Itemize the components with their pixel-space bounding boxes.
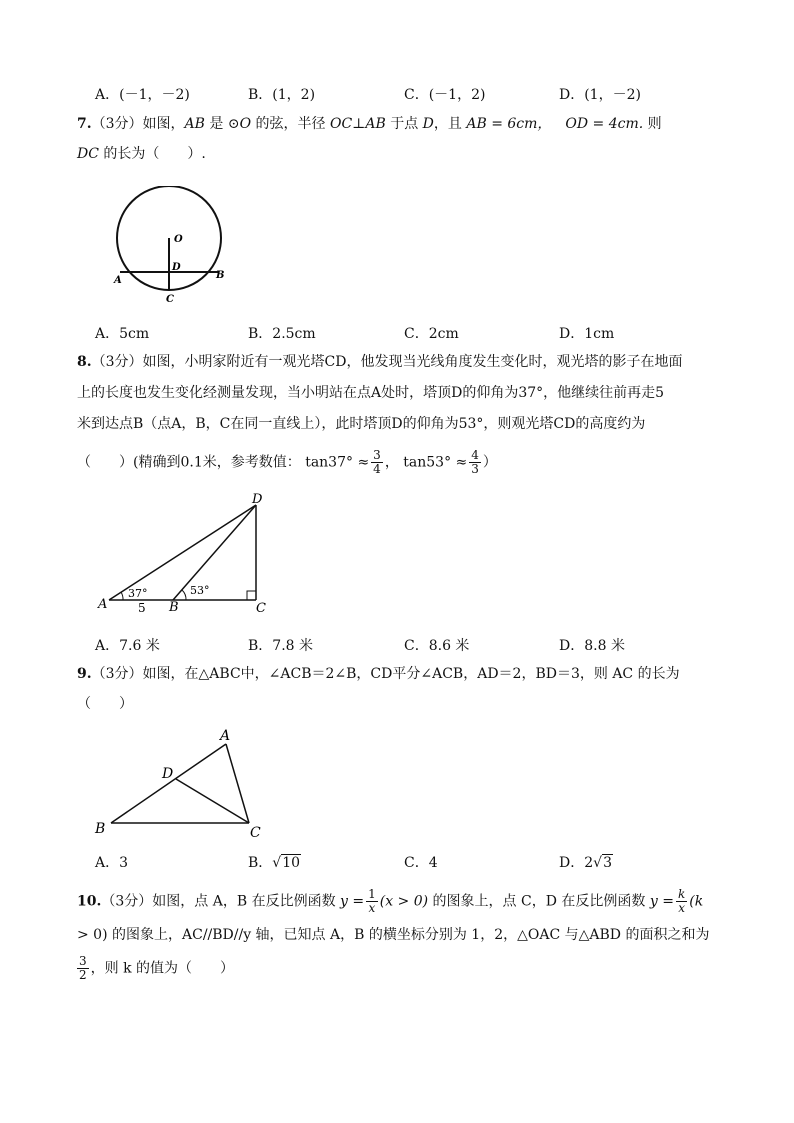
label-d: D [162, 766, 174, 782]
q8-frac-4-3: $\frac{4}{3}$ [471, 448, 479, 476]
q7-t1: AB [184, 116, 205, 132]
q10-stem-line2: > 0) 的图象上，AC//BD//y 轴，已知点 A，B 的横坐标分别为 1，2，△OAC 与△ABD 的面积之和为 [77, 927, 710, 943]
q9-stem-line2: （ ） [77, 696, 133, 712]
q7-circle-figure [108, 186, 238, 306]
angle-53-arc [182, 590, 186, 600]
q10-l3: ，则 k 的值为（ ） [90, 960, 235, 977]
radical-icon: √ [272, 855, 282, 871]
q8-option-d: D．8.8 米 [559, 638, 625, 654]
q6-option-c: C．(－1，2) [404, 87, 486, 103]
q8-stem-line2: 上的长度也发生变化经测量发现，当小明站在点A处时，塔顶D的仰角为37°，他继续往前再走5 [77, 385, 665, 401]
label-b: B [216, 270, 225, 281]
q7-t11: 则 [643, 116, 662, 132]
q8-number: 8. [77, 354, 92, 370]
q6-option-b: B．(1，2) [248, 87, 316, 103]
q9-option-d [559, 852, 613, 872]
q7-score: （3分）如图， [91, 116, 185, 132]
q8-stem-line1 [77, 353, 682, 371]
right-angle-mark [247, 591, 256, 600]
q7-t10: OD = 4cm. [565, 116, 644, 132]
q10-stem-line1 [77, 888, 703, 915]
q6-option-a: A．(－1，－2) [95, 87, 190, 103]
q9-option-d-label: D．2 [559, 855, 594, 871]
label-b: B [95, 821, 106, 837]
q10-eq1-lhs: y = [340, 893, 365, 910]
label-5: 5 [138, 601, 146, 615]
q10-l1b: 的图象上，点 C，D 在反比例函数 [428, 893, 650, 910]
q10-eq1-rhs: (x > 0) [379, 893, 429, 910]
q9-triangle-figure [90, 722, 275, 844]
label-o: O [174, 234, 183, 245]
q10-frac-3-2: $\frac{3}{2}$ [79, 954, 87, 982]
label-53: 53° [190, 584, 210, 597]
q10-l1a: （3分）如图，点 A，B 在反比例函数 [101, 893, 341, 910]
q9-line1: （3分）如图，在△ABC中，∠ACB＝2∠B，CD平分∠ACB，AD＝2，BD＝3，则 AC 的长为 [91, 666, 680, 682]
label-a: A [220, 728, 231, 744]
q9-option-b-label: B． [248, 855, 273, 871]
q7-line2b: 的长为（ ）. [98, 146, 206, 162]
q9-option-c: C．4 [404, 855, 438, 871]
q8-tan53: tan53° ≈ [403, 454, 468, 471]
label-c: C [250, 825, 261, 841]
q7-t7: D [422, 116, 434, 132]
label-a: A [98, 597, 108, 612]
q8-line4a: （ ）(精确到0.1米，参考数值： [77, 454, 301, 471]
line-bd [173, 505, 256, 600]
q8-tower-figure [90, 490, 280, 620]
q7-t4: 的弦，半径 [251, 116, 330, 132]
q7-t9: AB = 6cm， [466, 116, 552, 132]
label-c: C [166, 294, 174, 305]
q10-number: 10. [77, 893, 102, 910]
label-d: D [252, 492, 263, 507]
label-37: 37° [128, 587, 148, 600]
q7-t5: OC⊥AB [329, 116, 386, 132]
label-b: B [169, 600, 179, 615]
label-a: A [114, 275, 122, 286]
q7-option-a: A．5cm [95, 326, 150, 342]
q8-option-a: A．7.6 米 [95, 638, 160, 654]
q7-stem-line1 [77, 115, 662, 133]
q9-option-b [248, 852, 301, 872]
q7-option-b: B．2.5cm [248, 326, 316, 342]
q8-stem-line4 [77, 449, 497, 476]
q8-option-c: C．8.6 米 [404, 638, 470, 654]
q8-option-b: B．7.8 米 [248, 638, 314, 654]
radical-icon: √ [593, 855, 603, 871]
q7-t6: 于点 [385, 116, 423, 132]
label-c: C [256, 601, 266, 616]
q7-t2: 是 [204, 116, 228, 132]
q10-eq1-frac: $\frac{1}{x}$ [368, 887, 376, 915]
q8-line1: （3分）如图，小明家附近有一观光塔CD，他发现当光线角度发生变化时，观光塔的影子在地面 [91, 354, 683, 370]
q6-option-d: D．(1，－2) [559, 87, 641, 103]
q9-number: 9. [77, 666, 92, 682]
q7-option-d: D．1cm [559, 326, 615, 342]
q8-stem-line3: 米到达点B（点A，B，C在同一直线上），此时塔顶D的仰角为53°，则观光塔CD的高度约为 [77, 416, 646, 432]
label-d: D [172, 262, 181, 273]
q10-eq2-rhs: (k [689, 893, 704, 910]
line-ad [109, 505, 256, 600]
q7-line2a: DC [77, 146, 99, 162]
q10-stem-line3 [77, 955, 234, 982]
q9-stem-line1 [77, 665, 680, 683]
q8-tan37: tan37° ≈ [305, 454, 370, 471]
q9-option-d-radicand: 3 [603, 855, 612, 871]
q7-stem-line2 [77, 145, 206, 163]
q10-eq2-lhs: y = [649, 893, 674, 910]
angle-37-arc [121, 592, 123, 600]
q8-line4b: ） [482, 454, 497, 471]
q8-frac-3-4: $\frac{3}{4}$ [373, 448, 381, 476]
q7-option-c: C．2cm [404, 326, 459, 342]
q7-t8: ，且 [433, 116, 467, 132]
q8-sep: ， [384, 454, 399, 471]
q7-number: 7. [77, 116, 92, 132]
q10-eq2-frac: $\frac{k}{x}$ [677, 887, 686, 915]
q9-option-b-radicand: 10 [282, 855, 301, 871]
side-ba [111, 744, 226, 823]
q9-option-a: A．3 [95, 855, 129, 871]
q7-t3: ⊙O [227, 116, 252, 132]
